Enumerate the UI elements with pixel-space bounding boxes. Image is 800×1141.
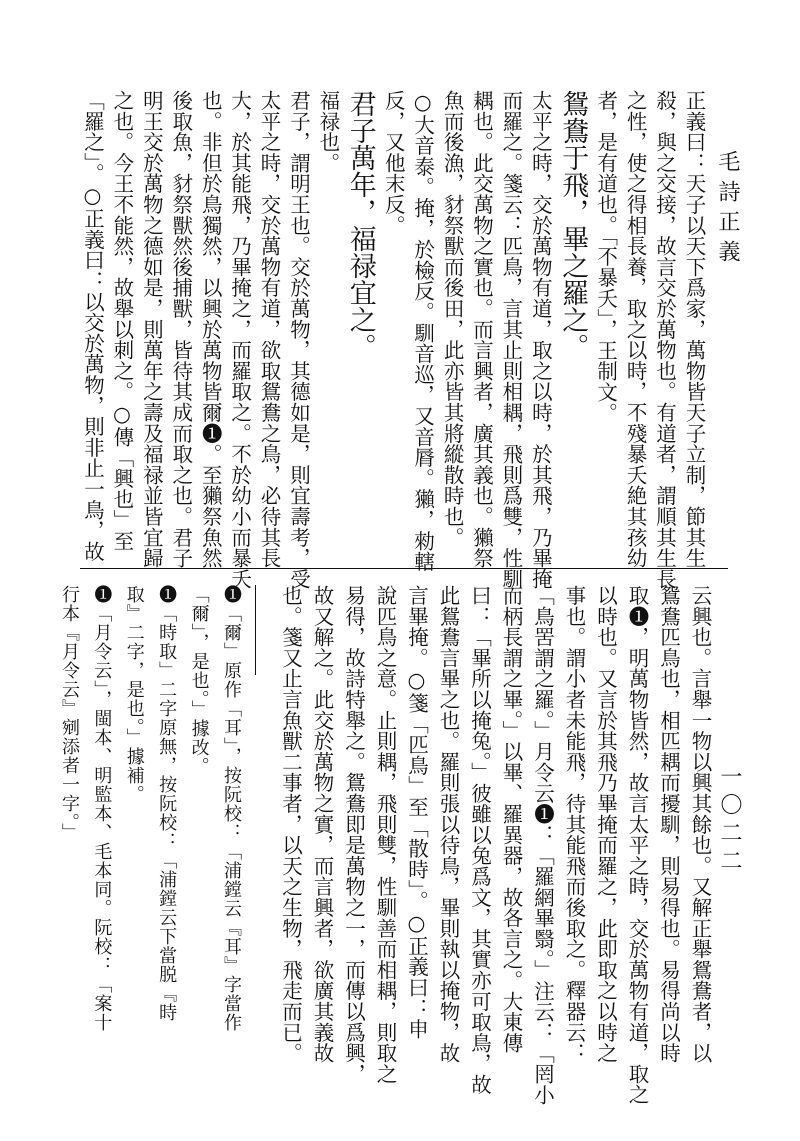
verse-line: 君子萬年，福禄宜之。 [344,90,376,360]
lower-text-block [278,585,712,1106]
commentary-column: 耦也。此交萬物之實也。而言興者，廣其義也。獺祭 [469,90,494,569]
footnote-column: ❶「爾」原作「耳」，按阮校：「浦鏜云『耳』字當作 [220,585,242,1032]
commentary-column: 之性，使之得相長養，取之以時，不殘暴夭絶其孩幼 [623,90,648,569]
verse-line: 鴛鴦于飛，畢之羅之。 [557,90,589,360]
commentary-column: 說匹鳥之意。止則耦，飛則雙，性馴善而相耦，則取之 [373,585,397,1085]
commentary-column: 而羅之。箋云：匹鳥，言其止則相耦，飛則爲雙，性馴 [498,90,523,590]
upper-text-block [80,90,706,590]
commentary-column: 「鳥罟謂之羅。」月令云❶：「羅網畢翳。」注云：「罔小 [530,585,555,1106]
footnote-column: 取』二字，是也。」據補。 [123,585,145,804]
commentary-column: 易得，故詩特舉之。鴛鴦即是萬物之一，而傳以爲興， [341,585,366,1085]
footnotes-block [60,585,240,1055]
commentary-column: 事也。謂小者未能飛，待其能飛而後取之。釋器云： [562,585,586,1064]
commentary-column: 鴛鴦匹鳥也，相匹耦而擾馴，則易得也。易得尚以時 [656,585,681,1064]
commentary-column: 太平之時，交於萬物有道，欲取鴛鴦之鳥，必待其長 [257,90,282,569]
running-head: 毛詩正義 [715,150,740,270]
commentary-column: 也。箋又止言魚獸二事者，以天之生物，飛走而已。 [278,585,303,1064]
footnote-column: 行本『月令云』剜添者一字。」 [59,585,80,842]
commentary-column: 大，於其能飛，乃畢掩之，而羅取之。不於幼小而暴夭 [227,90,252,590]
commentary-column: 也。非但於鳥獨然，以興於萬物皆爾❶。至獺祭魚然 [198,90,223,569]
commentary-column: 「羅之」。○正義曰：以交於萬物，則非止一鳥，故 [80,90,105,562]
commentary-column: 魚而後漁，豺祭獸而後田，此亦皆其將縱散時也。 [440,90,465,548]
commentary-column: ○大音泰。掩，於檢反。馴音巡，又音脣。獺，勑轄 [410,90,435,572]
commentary-column: 而柄長謂之畢。」以畢、羅異器，故各言之。大東傳 [499,585,523,1054]
commentary-column: 後取魚，豺祭獸然後捕獸，皆待其成而取之也。君子 [168,90,193,569]
commentary-column: 太平之時，交於萬物有道，取之以時，於其飛，乃畢掩 [528,90,553,590]
section-divider [80,568,728,569]
footnote-column: ❶「時取」二字原無，按阮校：「浦鏜云下當脱『時 [156,585,178,1022]
commentary-column: 此鴛鴦言畢之也。羅則張以待鳥，畢則執以掩物，故 [436,585,460,1064]
commentary-column: 正義曰：天子以天下爲家，萬物皆天子立制，節其生 [681,90,706,569]
commentary-column: 言畢掩。○箋「匹鳥」至「散時」。○正義曰：申 [404,585,429,1040]
commentary-column: 取❶，明萬物皆然，故言太平之時，交於萬物有道，取之 [625,585,649,1105]
commentary-column: 以時也。又言於其飛乃畢掩而羅之，此即取之以時之 [593,585,618,1064]
commentary-column: 云興也。言舉一物以興其餘也。又解正舉鴛鴦者，以 [688,585,712,1064]
commentary-column: 之也。今王不能然，故舉以刺之。○傳「興也」至 [109,90,134,552]
page-number: 一〇二二 [717,765,742,877]
commentary-column: 明王交於萬物之德如是，則萬年之壽及福禄並皆宜歸 [139,90,164,569]
footnote-column: ❶「月令云」，閩本、明監本、毛本同。阮校：「案十 [91,585,113,1032]
commentary-column: 福禄也。 [315,90,340,174]
commentary-column: 者，是有道也。「不暴夭」，王制文。 [593,90,618,424]
footnote-column: 「爾」，是也。」據改。 [188,585,210,776]
commentary-column: 反，又他末反。 [381,90,406,236]
commentary-column: 君子，謂明王也。交於萬物，其德如是，則宜壽考，受 [286,90,311,590]
commentary-column: 曰：「畢所以掩兔。」彼雖以兔爲文，其實亦可取鳥，故 [467,585,492,1095]
commentary-column: 故又解之。此交於萬物之實，而言興者，欲廣其義故 [310,585,334,1064]
commentary-column: 殺，與之交接，故言交於萬物也。有道者，謂順其生長 [652,90,677,590]
footnote-divider [255,585,256,675]
